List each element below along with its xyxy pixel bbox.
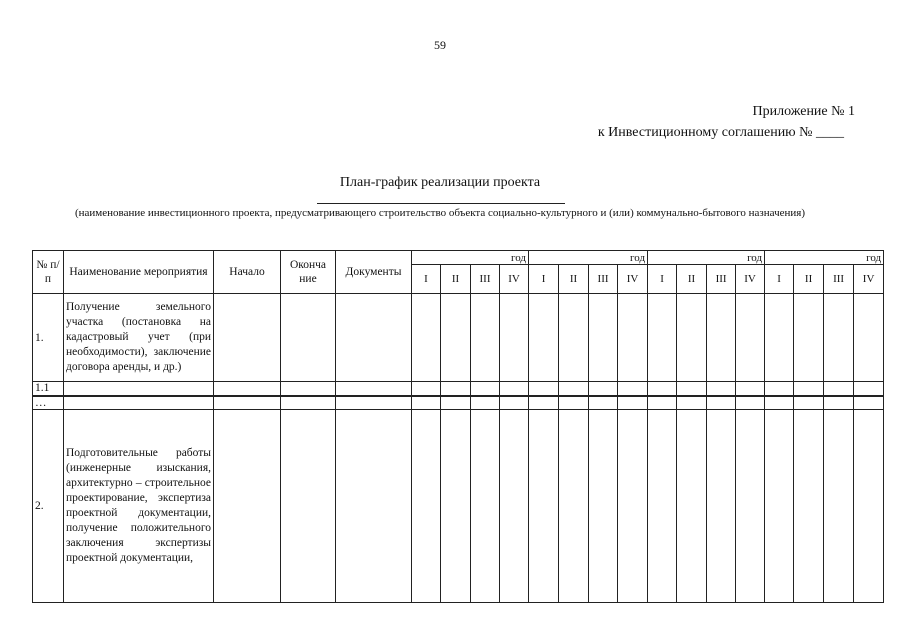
quarter-header: I — [529, 265, 559, 294]
empty-cell — [707, 396, 736, 410]
header-documents: Документы — [336, 251, 412, 294]
quarter-header: II — [559, 265, 589, 294]
empty-cell — [471, 396, 500, 410]
empty-cell — [214, 410, 281, 603]
empty-cell — [412, 410, 441, 603]
row-number: 1.1 — [33, 382, 64, 396]
empty-cell — [214, 294, 281, 382]
empty-cell — [618, 410, 648, 603]
empty-cell — [854, 396, 884, 410]
empty-cell — [589, 382, 618, 396]
empty-cell — [618, 396, 648, 410]
row-number: 2. — [33, 410, 64, 603]
empty-cell — [794, 410, 824, 603]
empty-cell — [281, 410, 336, 603]
empty-cell — [471, 294, 500, 382]
empty-cell — [441, 410, 471, 603]
appendix-agreement-ref: к Инвестиционному соглашению № ____ — [597, 125, 844, 140]
empty-cell — [648, 382, 677, 396]
schedule-table — [32, 250, 884, 603]
table-row — [33, 396, 884, 410]
quarter-header: II — [441, 265, 471, 294]
row-number: 1. — [33, 294, 64, 382]
header-end: Оконча ние — [281, 251, 336, 294]
quarter-header: IV — [736, 265, 765, 294]
empty-cell — [500, 396, 529, 410]
header-year-2: год — [529, 251, 648, 265]
empty-cell — [281, 294, 336, 382]
empty-cell — [589, 410, 618, 603]
empty-cell — [589, 294, 618, 382]
empty-cell — [648, 294, 677, 382]
empty-cell — [677, 396, 707, 410]
empty-cell — [412, 382, 441, 396]
empty-cell — [559, 410, 589, 603]
empty-cell — [677, 382, 707, 396]
table-row — [33, 382, 884, 396]
header-year-3: год — [648, 251, 765, 265]
empty-cell — [441, 382, 471, 396]
empty-cell — [824, 396, 854, 410]
empty-cell — [559, 294, 589, 382]
empty-cell — [559, 382, 589, 396]
page-number: 59 — [434, 38, 446, 52]
quarter-header: I — [648, 265, 677, 294]
empty-cell — [336, 410, 412, 603]
quarter-header: II — [677, 265, 707, 294]
empty-cell — [707, 410, 736, 603]
document-title: План-график реализации проекта — [339, 175, 541, 190]
empty-cell — [529, 382, 559, 396]
quarter-header: I — [765, 265, 794, 294]
empty-cell — [736, 294, 765, 382]
empty-cell — [559, 396, 589, 410]
empty-cell — [471, 382, 500, 396]
empty-cell — [765, 294, 794, 382]
empty-cell — [589, 396, 618, 410]
empty-cell — [281, 382, 336, 396]
empty-cell — [412, 294, 441, 382]
empty-cell — [736, 396, 765, 410]
empty-cell — [648, 410, 677, 603]
table-row — [33, 294, 884, 382]
empty-cell — [765, 396, 794, 410]
empty-cell — [500, 382, 529, 396]
row-number: … — [33, 396, 64, 410]
row-activity-name — [64, 396, 214, 410]
empty-cell — [765, 382, 794, 396]
header-year-4: год — [765, 251, 884, 265]
quarter-header: I — [412, 265, 441, 294]
empty-cell — [618, 382, 648, 396]
empty-cell — [854, 410, 884, 603]
empty-cell — [214, 396, 281, 410]
empty-cell — [441, 396, 471, 410]
empty-cell — [824, 294, 854, 382]
quarter-header: IV — [618, 265, 648, 294]
row-activity-name — [64, 382, 214, 396]
empty-cell — [794, 382, 824, 396]
empty-cell — [677, 410, 707, 603]
empty-cell — [736, 410, 765, 603]
row-activity-name: Получение земельного участка (постановка на кадастровый учет (при необходимости), заключение договора аренды, и др.) — [64, 294, 214, 382]
empty-cell — [707, 382, 736, 396]
empty-cell — [471, 410, 500, 603]
empty-cell — [854, 382, 884, 396]
empty-cell — [529, 396, 559, 410]
quarter-header: III — [471, 265, 500, 294]
empty-cell — [765, 410, 794, 603]
empty-cell — [281, 396, 336, 410]
empty-cell — [854, 294, 884, 382]
empty-cell — [677, 294, 707, 382]
header-start: Начало — [214, 251, 281, 294]
empty-cell — [336, 396, 412, 410]
empty-cell — [648, 396, 677, 410]
empty-cell — [824, 382, 854, 396]
empty-cell — [412, 396, 441, 410]
quarter-header: III — [824, 265, 854, 294]
empty-cell — [707, 294, 736, 382]
quarter-header: III — [707, 265, 736, 294]
row-activity-name: Подготовительные работы (инженерные изыскания, архитектурно – строительное проектирование, экспертиза проектной документации, получение положительного заключения экспертизы проектной документации, — [64, 410, 214, 603]
empty-cell — [618, 294, 648, 382]
empty-cell — [794, 294, 824, 382]
empty-cell — [441, 294, 471, 382]
quarter-header: IV — [854, 265, 884, 294]
empty-cell — [500, 294, 529, 382]
header-name: Наименование мероприятия — [64, 251, 214, 294]
empty-cell — [824, 410, 854, 603]
table-row — [33, 410, 884, 603]
empty-cell — [336, 294, 412, 382]
empty-cell — [500, 410, 529, 603]
header-num: № п/ п — [33, 251, 64, 294]
empty-cell — [794, 396, 824, 410]
empty-cell — [529, 410, 559, 603]
quarter-header: II — [794, 265, 824, 294]
empty-cell — [529, 294, 559, 382]
quarter-header: III — [589, 265, 618, 294]
header-year-1: год — [412, 251, 529, 265]
title-underline — [317, 203, 565, 204]
appendix-title: Приложение № 1 — [752, 104, 855, 119]
document-subtitle: (наименование инвестиционного проекта, предусматривающего строительство объекта социально-культурного и (или) коммунально-бытового назначения) — [74, 207, 806, 219]
quarter-header: IV — [500, 265, 529, 294]
empty-cell — [214, 382, 281, 396]
empty-cell — [336, 382, 412, 396]
empty-cell — [736, 382, 765, 396]
